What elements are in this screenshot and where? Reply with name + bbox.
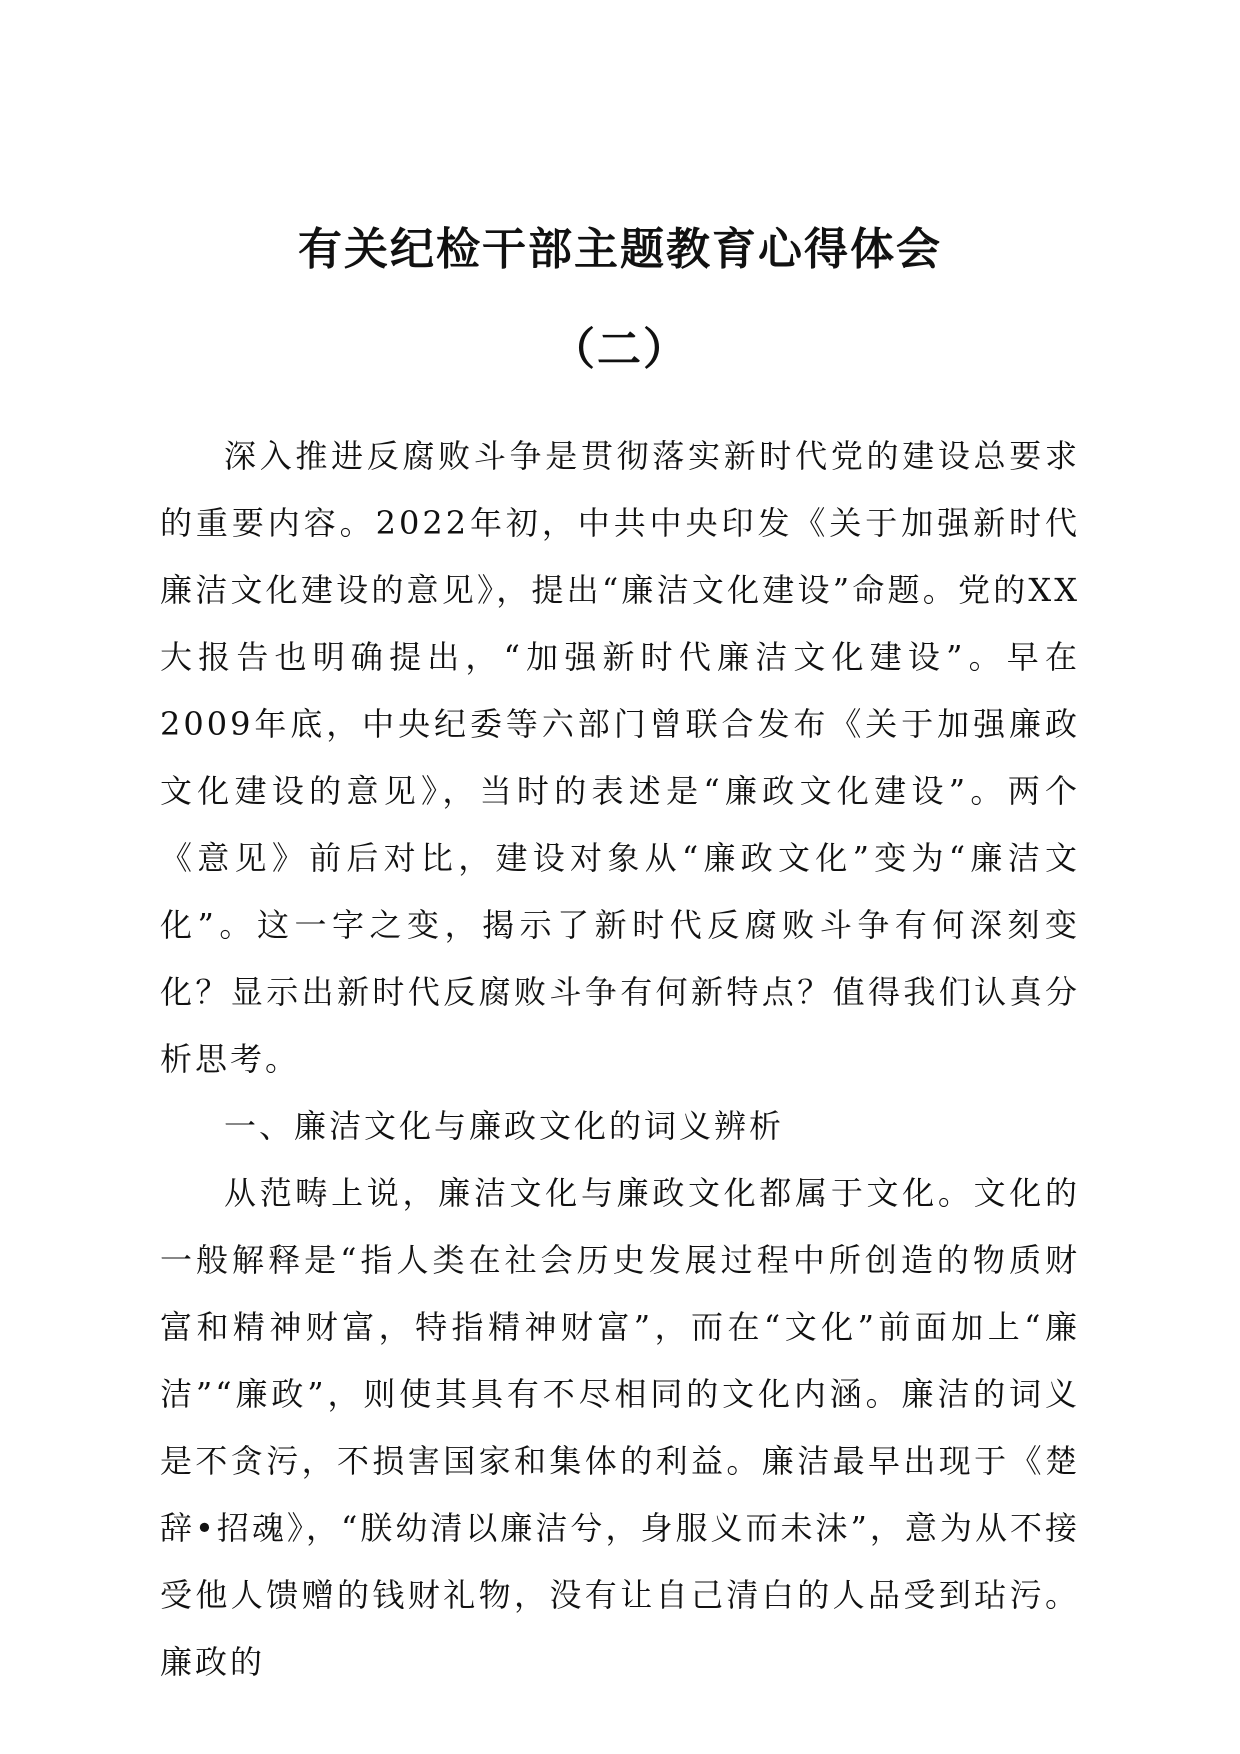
paragraph-section-1: 从范畴上说，廉洁文化与廉政文化都属于文化。文化的一般解释是“指人类在社会历史发展过程中所创造的物质财富和精神财富，特指精神财富”，而在“文化”前面加上“廉洁”“廉政”，则使其具有不尽相同的文化内涵。廉洁的词义是不贪污，不损害国家和集体的利益。廉洁最早出现于《楚辞•招魂》，“朕幼清以廉洁兮，身服义而未沬”，意为从不接受他人馈赠的钱财礼物，没有让自己清白的人品受到玷污。廉政的	[160, 1174, 1080, 1681]
section-heading-1: 一、廉洁文化与廉政文化的词义辨析	[224, 1107, 785, 1145]
document-body	[160, 423, 1080, 1696]
document-title: 有关纪检干部主题教育心得体会	[298, 224, 942, 275]
document-subtitle: （二）	[551, 324, 689, 375]
paragraph-intro: 深入推进反腐败斗争是贯彻落实新时代党的建设总要求的重要内容。2022年初，中共中央印发《关于加强新时代廉洁文化建设的意见》，提出“廉洁文化建设”命题。党的XX大报告也明确提出，“加强新时代廉洁文化建设”。早在2009年底，中央纪委等六部门曾联合发布《关于加强廉政文化建设的意见》，当时的表述是“廉政文化建设”。两个《意见》前后对比，建设对象从“廉政文化”变为“廉洁文化”。这一字之变，揭示了新时代反腐败斗争有何深刻变化？显示出新时代反腐败斗争有何新特点？值得我们认真分析思考。	[160, 437, 1080, 1078]
